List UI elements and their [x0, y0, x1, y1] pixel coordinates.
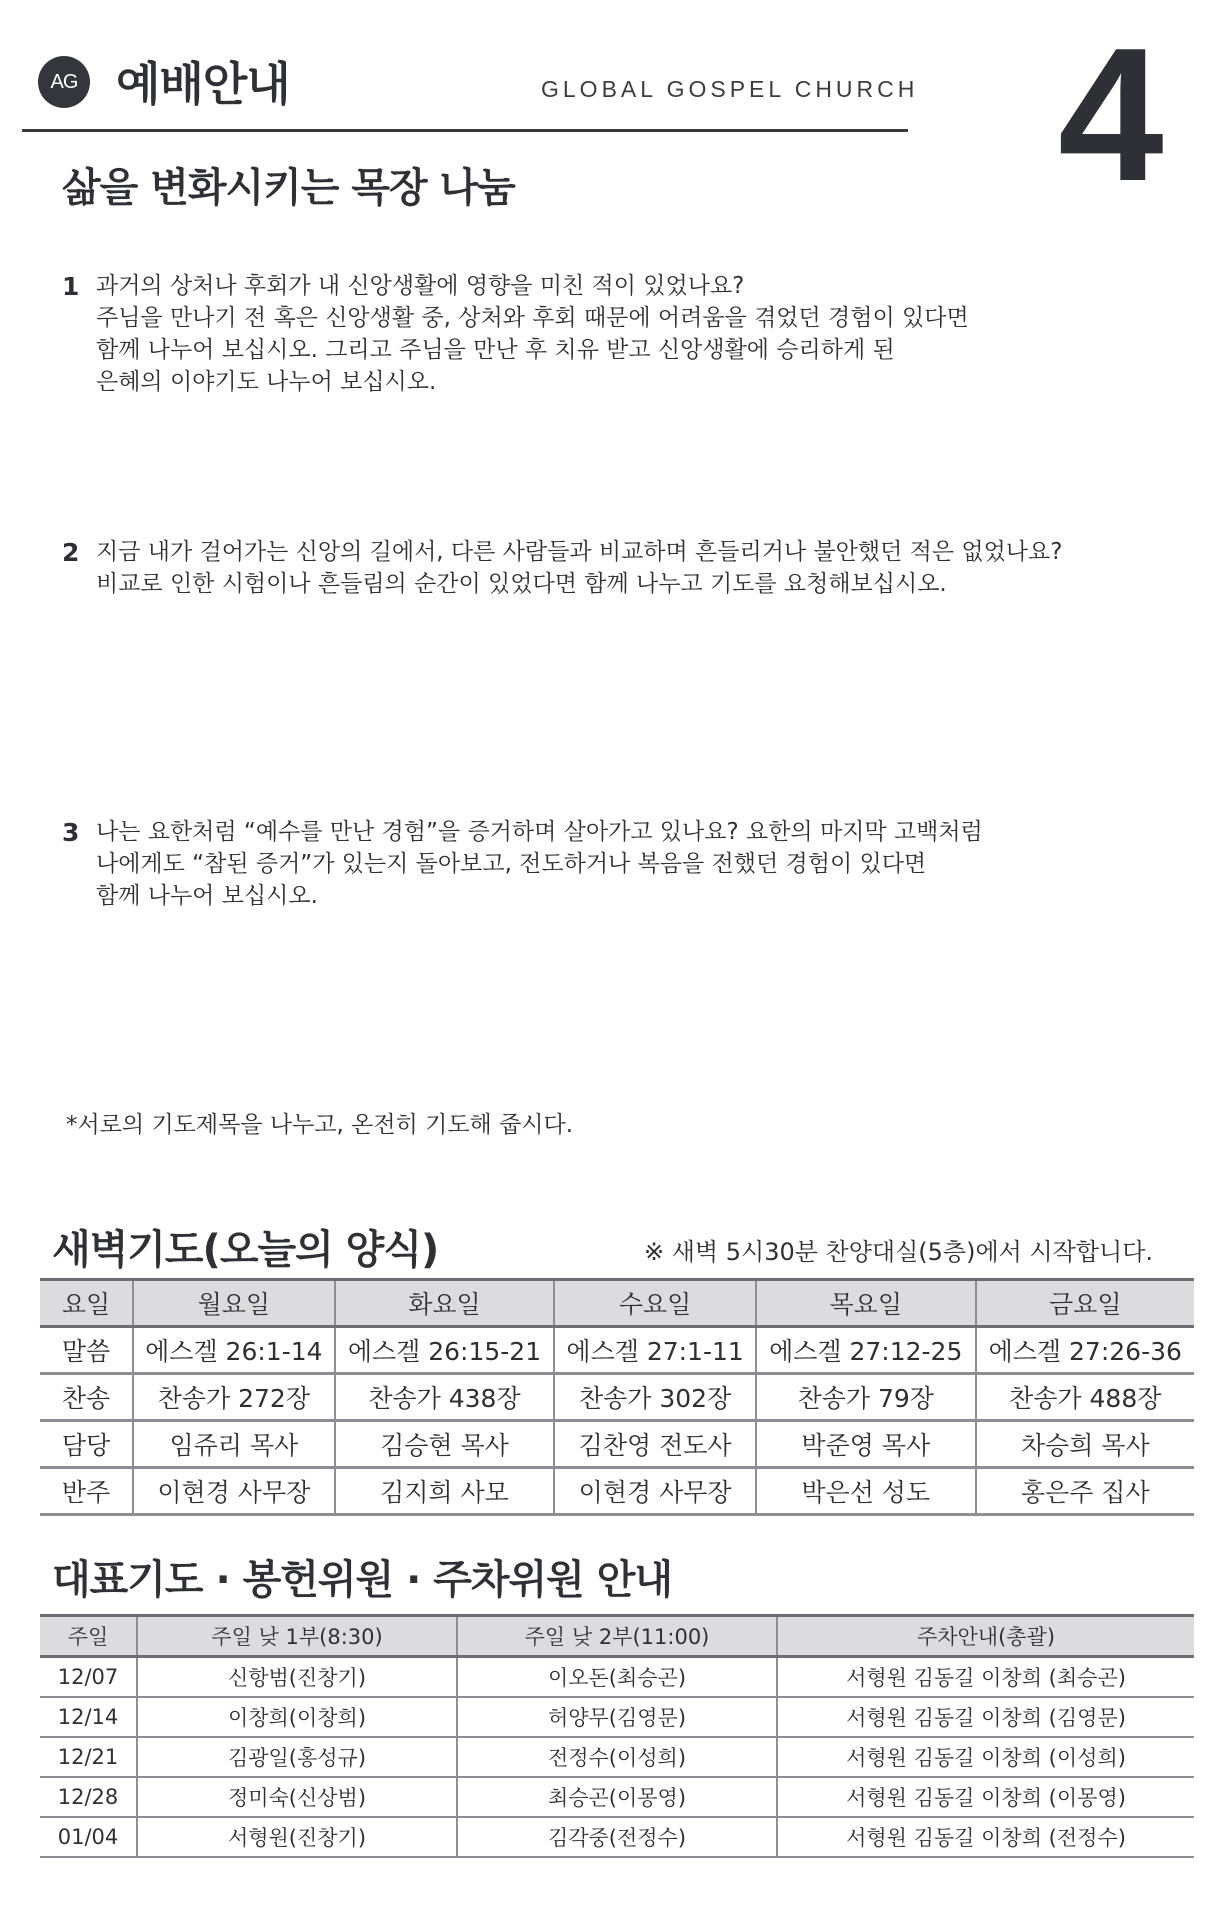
question-line: 은혜의 이야기도 나누어 보십시오.	[96, 369, 437, 395]
page-number: 4	[1058, 9, 1164, 221]
table-header-row	[40, 1616, 1194, 1657]
table-cell: 서형원 김동길 이창희 (김영문)	[777, 1697, 1194, 1737]
question-line: 주님을 만나기 전 혹은 신앙생활 중, 상처와 후회 때문에 어려움을 겪었던 경험이 있다면	[96, 305, 969, 331]
table-cell: 서형원 김동길 이창희 (최승곤)	[777, 1657, 1194, 1698]
table-cell: 찬송가 272장	[133, 1374, 335, 1421]
table-cell: 김찬영 전도사	[554, 1421, 756, 1468]
table-header-cell: 수요일	[554, 1280, 756, 1327]
table-cell: 12/28	[57, 1785, 119, 1809]
table-cell: 서형원(진창기)	[137, 1817, 457, 1857]
table-cell: 12/14	[57, 1705, 119, 1729]
table-cell: 01/04	[57, 1825, 119, 1849]
table-header-row	[40, 1280, 1194, 1327]
duty-roster-title: 대표기도 · 봉헌위원 · 주차위원 안내	[52, 1557, 672, 1603]
table-cell: 박준영 목사	[756, 1421, 976, 1468]
table-cell: 반주	[61, 1478, 111, 1507]
question-line: 함께 나누어 보십시오.	[96, 883, 318, 909]
table-row	[40, 1374, 1194, 1421]
question-number: 3	[62, 818, 80, 847]
table-header-cell: 월요일	[133, 1280, 335, 1327]
table-row	[40, 1657, 1194, 1698]
dawn-prayer-title: 새벽기도(오늘의 양식)	[52, 1227, 439, 1273]
table-cell: 12/07	[57, 1665, 119, 1689]
table-cell: 홍은주 집사	[976, 1468, 1194, 1515]
table-cell: 찬송가 438장	[335, 1374, 555, 1421]
header-divider	[22, 129, 908, 132]
question-text	[96, 270, 969, 398]
table-cell: 신항범(진창기)	[137, 1657, 457, 1698]
question-line: 과거의 상처나 후회가 내 신앙생활에 영향을 미친 적이 있었나요?	[96, 273, 745, 299]
table-header-cell: 주일 낮 1부(8:30)	[137, 1616, 457, 1657]
table-cell: 김승현 목사	[335, 1421, 555, 1468]
table-cell: 정미숙(신상범)	[137, 1777, 457, 1817]
dawn-prayer-table	[40, 1278, 1194, 1516]
table-row	[40, 1421, 1194, 1468]
table-cell: 임쥬리 목사	[133, 1421, 335, 1468]
table-cell: 김각중(전정수)	[457, 1817, 777, 1857]
table-header-cell: 화요일	[335, 1280, 555, 1327]
question-line: 나는 요한처럼 “예수를 만난 경험”을 증거하며 살아가고 있나요? 요한의 마지막 고백처럼	[96, 819, 983, 845]
question-line: 비교로 인한 시험이나 흔들림의 순간이 있었다면 함께 나누고 기도를 요청해보십시오.	[96, 571, 947, 597]
table-cell: 이현경 사무장	[554, 1468, 756, 1515]
church-logo-icon	[38, 56, 90, 108]
table-cell: 에스겔 27:1-11	[554, 1327, 756, 1374]
dawn-prayer-note: ※ 새벽 5시30분 찬양대실(5층)에서 시작합니다.	[644, 1238, 1154, 1266]
table-cell: 서형원 김동길 이창희 (이몽영)	[777, 1777, 1194, 1817]
table-cell: 차승희 목사	[976, 1421, 1194, 1468]
table-cell: 이창희(이창희)	[137, 1697, 457, 1737]
table-cell: 최승곤(이몽영)	[457, 1777, 777, 1817]
table-cell: 이현경 사무장	[133, 1468, 335, 1515]
logo-text: AG	[50, 70, 78, 93]
table-header-cell: 주일 낮 2부(11:00)	[457, 1616, 777, 1657]
table-cell: 담당	[61, 1431, 111, 1460]
table-cell: 에스겔 26:15-21	[335, 1327, 555, 1374]
prayer-note: *서로의 기도제목을 나누고, 온전히 기도해 줍시다.	[66, 1112, 574, 1138]
table-header-cell: 금요일	[976, 1280, 1194, 1327]
table-cell: 말씀	[61, 1337, 111, 1366]
sharing-title: 삶을 변화시키는 목장 나눔	[62, 165, 515, 211]
table-cell: 12/21	[57, 1745, 119, 1769]
table-cell: 서형원 김동길 이창희 (이성희)	[777, 1737, 1194, 1777]
table-cell: 찬송가 488장	[976, 1374, 1194, 1421]
table-cell: 서형원 김동길 이창희 (전정수)	[777, 1817, 1194, 1857]
table-cell: 에스겔 26:1-14	[133, 1327, 335, 1374]
church-name: GLOBAL GOSPEL CHURCH	[541, 76, 919, 102]
table-row	[40, 1697, 1194, 1737]
table-header-cell: 목요일	[756, 1280, 976, 1327]
table-cell: 찬송가 79장	[756, 1374, 976, 1421]
table-cell: 박은선 성도	[756, 1468, 976, 1515]
question-number: 1	[62, 272, 80, 301]
table-row	[40, 1737, 1194, 1777]
table-row	[40, 1468, 1194, 1515]
table-cell: 에스겔 27:26-36	[976, 1327, 1194, 1374]
table-header-cell: 주일	[67, 1625, 109, 1649]
table-cell: 이오돈(최승곤)	[457, 1657, 777, 1698]
table-cell: 에스겔 27:12-25	[756, 1327, 976, 1374]
question-line: 함께 나누어 보십시오. 그리고 주님을 만난 후 치유 받고 신앙생활에 승리하게 된	[96, 337, 895, 363]
table-cell: 찬송가 302장	[554, 1374, 756, 1421]
question-text	[96, 536, 1062, 600]
table-row	[40, 1817, 1194, 1857]
question-text	[96, 816, 983, 912]
table-cell: 찬송	[61, 1384, 111, 1413]
table-cell: 허양무(김영문)	[457, 1697, 777, 1737]
question-number: 2	[62, 538, 80, 567]
header-title: 예배안내	[116, 57, 290, 111]
table-row	[40, 1777, 1194, 1817]
table-header-cell: 요일	[61, 1290, 111, 1319]
table-row	[40, 1327, 1194, 1374]
table-cell: 전정수(이성희)	[457, 1737, 777, 1777]
question-line: 지금 내가 걸어가는 신앙의 길에서, 다른 사람들과 비교하며 흔들리거나 불안했던 적은 없었나요?	[96, 539, 1063, 565]
duty-roster-table	[40, 1614, 1194, 1858]
question-line: 나에게도 “참된 증거”가 있는지 돌아보고, 전도하거나 복음을 전했던 경험이 있다면	[96, 851, 927, 877]
table-cell: 김광일(홍성규)	[137, 1737, 457, 1777]
table-cell: 김지희 사모	[335, 1468, 555, 1515]
table-header-cell: 주차안내(총괄)	[777, 1616, 1194, 1657]
